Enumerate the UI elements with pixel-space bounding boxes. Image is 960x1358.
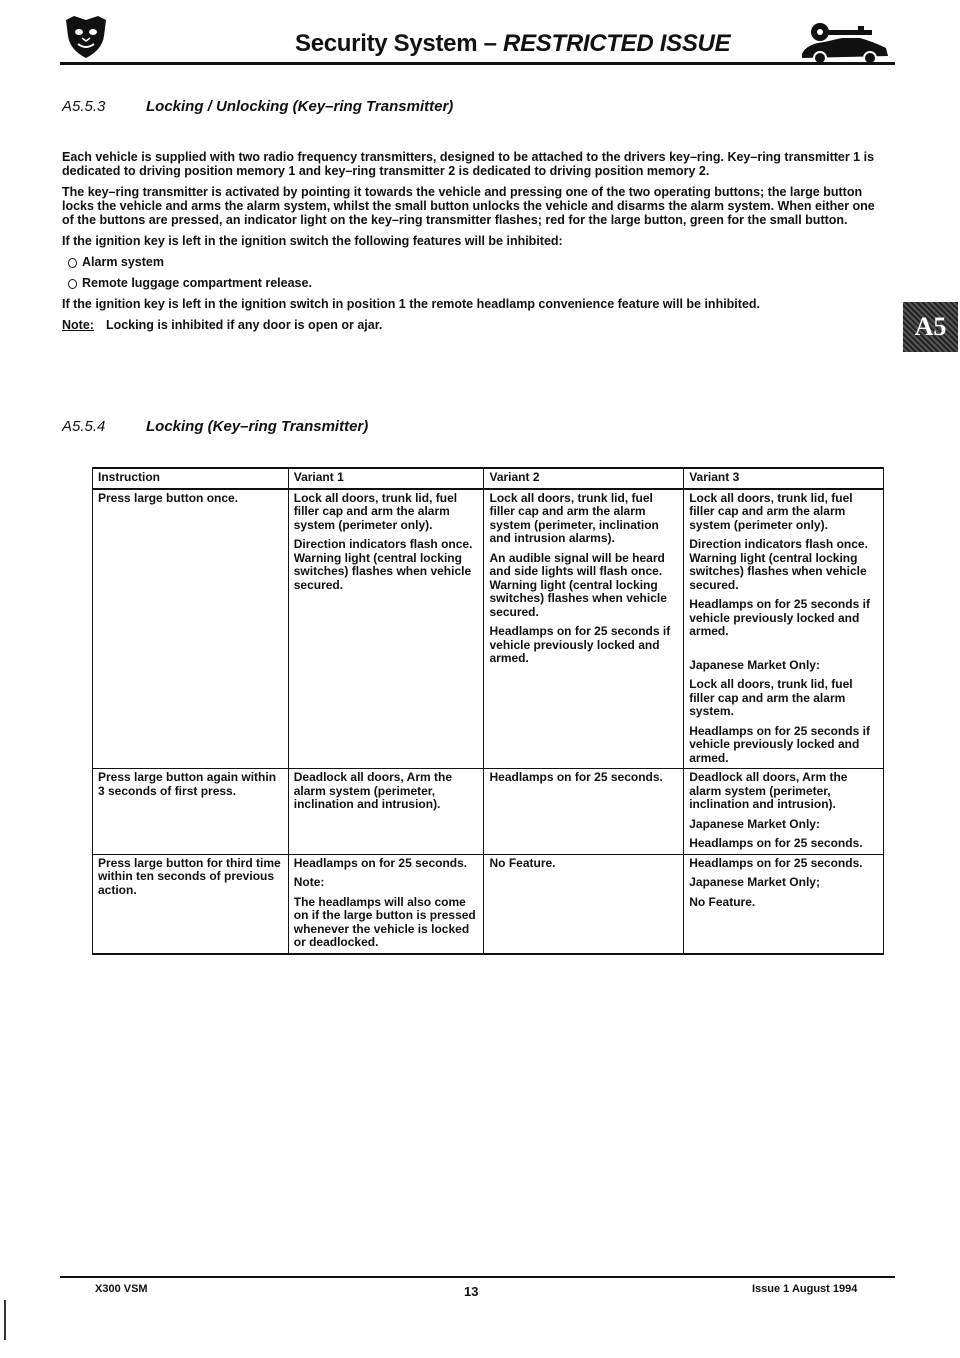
table-cell [288,854,484,954]
cell-text: Direction indicators flash once. Warning light (central locking switches) flashes when vehicle secured. [293,537,473,592]
table-cell [684,854,884,954]
table-cell: Press large button for third time within ten seconds of previous action. [93,854,289,954]
cell-text: No Feature. [689,894,756,909]
table-row [93,489,884,769]
table-cell [288,769,484,855]
section-heading-2 [62,418,368,435]
cell-text: Deadlock all doors, Arm the alarm system (perimeter, inclination and intrusion). [689,770,848,811]
cell-text: Headlamps on for 25 seconds if vehicle previously locked and armed. [689,723,870,765]
section-number: A5.5.3 [62,98,106,115]
column-header: Instruction [93,468,289,489]
cell-text: Lock all doors, trunk lid, fuel filler cap and arm the alarm system. [689,677,853,718]
margin-mark [4,1300,6,1340]
section-heading-1 [62,98,453,115]
cell-text: Headlamps on for 25 seconds. [689,855,863,870]
cell-text: Headlamps on for 25 seconds if vehicle previously locked and armed. [489,624,671,665]
list-item [82,276,884,290]
footer-issue-date: Issue 1 August 1994 [752,1283,858,1295]
cell-spacer [689,645,879,653]
cell-text: Direction indicators flash once. Warning light (central locking switches) flashes when vehicle secured. [689,537,868,592]
cell-text: The headlamps will also come on if the large button is pressed whenever the vehicle is locked or deadlocked. [293,894,476,949]
table-cell [484,854,684,954]
section-1-body [62,150,884,339]
cell-text: Japanese Market Only: [689,816,820,831]
cell-text: Headlamps on for 25 seconds if vehicle previously locked and armed. [689,597,870,638]
section-tab-marker: A5 [903,302,958,352]
cell-text: Japanese Market Only: [689,657,820,672]
table-cell [288,489,484,769]
cell-text: Headlamps on for 25 seconds. [689,836,863,850]
locking-table [92,467,884,955]
table-header-row [93,468,884,489]
bullet-list [62,255,884,290]
footer-manual-code: X300 VSM [95,1283,148,1295]
table-cell [684,489,884,769]
list-item-text: Alarm system [82,255,164,269]
column-header: Variant 2 [484,468,684,489]
section-title: Locking (Key–ring Transmitter) [146,418,369,435]
cell-text: Note: [293,875,325,889]
circle-bullet-icon [68,258,77,268]
column-header: Variant 1 [288,468,484,489]
table-cell [484,489,684,769]
car-with-key-icon [798,20,892,64]
table-row [93,854,884,954]
paragraph: If the ignition key is left in the ignition switch in position 1 the remote headlamp convenience feature will be inhibited. [62,297,761,311]
table-cell: Press large button once. [93,489,289,769]
section-number: A5.5.4 [62,418,106,435]
title-restricted: RESTRICTED ISSUE [503,30,731,57]
circle-bullet-icon [68,279,77,289]
cell-text: No Feature. [489,855,556,870]
table-cell: Press large button again within 3 seconds of first press. [93,769,289,855]
footer-divider [60,1276,895,1278]
note-label: Note: [62,318,94,332]
page-title [295,30,730,58]
page-number: 13 [464,1284,479,1299]
paragraph: Each vehicle is supplied with two radio frequency transmitters, designed to be attached to the drivers key–ring. Key–ring transmitter 1 is dedicated to driving position memory 1 and key–ring transmitter 2 is dedicated to driving position memory 2. [62,150,875,178]
cell-text: Headlamps on for 25 seconds. [293,855,468,870]
jaguar-logo-icon [62,14,110,60]
cell-text: Lock all doors, trunk lid, fuel filler cap and arm the alarm system (perimeter, inclination and intrusion alarms). [489,490,659,545]
table-cell [484,769,684,855]
cell-text: An audible signal will be heard and side lights will flash once. Warning light (central locking switches) flashes when vehicle secured. [489,550,667,619]
cell-text: Headlamps on for 25 seconds. [489,770,663,784]
cell-text: Deadlock all doors, Arm the alarm system (perimeter, inclination and intrusion). [293,770,452,811]
list-item-text: Remote luggage compartment release. [82,276,312,290]
list-item [82,255,884,269]
note [62,318,884,332]
note-text: Locking is inhibited if any door is open or ajar. [105,318,383,332]
section-title: Locking / Unlocking (Key–ring Transmitter) [146,98,454,115]
cell-text: Lock all doors, trunk lid, fuel filler cap and arm the alarm system (perimeter only). [293,490,458,532]
cell-text: Japanese Market Only; [689,875,820,889]
column-header: Variant 3 [684,468,884,489]
title-main: Security System – [295,30,504,57]
cell-text: Lock all doors, trunk lid, fuel filler cap and arm the alarm system (perimeter only). [689,490,853,532]
paragraph: If the ignition key is left in the ignition switch the following features will be inhibited: [62,234,563,248]
paragraph: The key–ring transmitter is activated by pointing it towards the vehicle and pressing one of the two operating buttons; the large button locks the vehicle and arms the alarm system, whilst the small button unlocks the vehicle and disarms the alarm system. When either one of the buttons are pressed, an indicator light on the key–ring transmitter flashes; red for the large button, green for the small button. [62,185,875,227]
table-row [93,769,884,855]
header-divider [60,62,895,65]
table-cell [684,769,884,855]
